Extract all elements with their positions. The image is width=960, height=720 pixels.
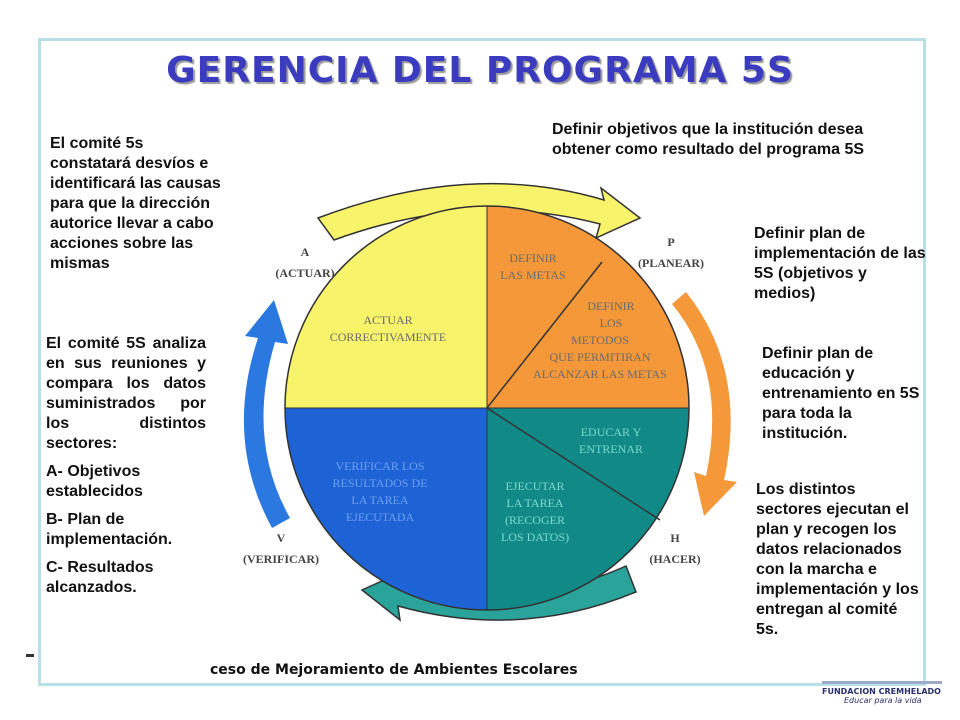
phase-planear: P (PLANEAR) bbox=[638, 235, 704, 270]
note-plan-implementacion: Definir plan de implementación de las 5S (objetivos y medios) bbox=[754, 225, 926, 302]
brand-logo: FUNDACION CREMHELADO Educar para la vida bbox=[822, 687, 941, 705]
label-educar: EDUCAR Y ENTRENAR bbox=[579, 425, 643, 456]
footer-dash bbox=[26, 654, 34, 657]
phase-verificar: V (VERIFICAR) bbox=[243, 531, 319, 566]
label-actuar: ACTUAR CORRECTIVAMENTE bbox=[329, 313, 447, 344]
phase-actuar: A (ACTUAR) bbox=[275, 245, 335, 280]
actuar-segment bbox=[285, 206, 487, 408]
slide-title: GERENCIA DEL PROGRAMA 5S bbox=[166, 50, 794, 91]
note-actuar: El comité 5s constatará desvíos e identificará las causas para que la dirección autorice llevar a cabo acciones sobre las mismas bbox=[50, 135, 221, 272]
note-objetivos: Definir objetivos que la institución desea obtener como resultado del programa 5S bbox=[552, 121, 865, 158]
left-arrow bbox=[244, 300, 290, 528]
phase-hacer: H (HACER) bbox=[649, 531, 701, 566]
label-ejecutar: EJECUTAR LA TAREA (RECOGER LOS DATOS) bbox=[500, 479, 570, 544]
label-definir-metodos: DEFINIR LOS METODOS QUE PERMITIRAN ALCANZAR LAS METAS bbox=[533, 299, 667, 381]
footer-text: ceso de Mejoramiento de Ambientes Escolares bbox=[210, 662, 578, 678]
note-hacer: Los distintos sectores ejecutan el plan y recogen los datos relacionados con la marcha e implementación y los entregan al comité 5s. bbox=[756, 481, 919, 638]
note-verificar: El comité 5S analiza en sus reuniones y compara los datos suministrados por los distintos sectores: A- Objetivos establecidos B- Plan de implementación. C- Resultados alcanzados. bbox=[46, 335, 206, 596]
label-definir-metas: DEFINIR LAS METAS bbox=[500, 251, 566, 282]
label-verificar: VERIFICAR LOS RESULTADOS DE LA TAREA EJECUTADA bbox=[332, 459, 428, 524]
note-plan-educacion: Definir plan de educación y entrenamiento en 5S para toda la institución. bbox=[762, 345, 920, 442]
